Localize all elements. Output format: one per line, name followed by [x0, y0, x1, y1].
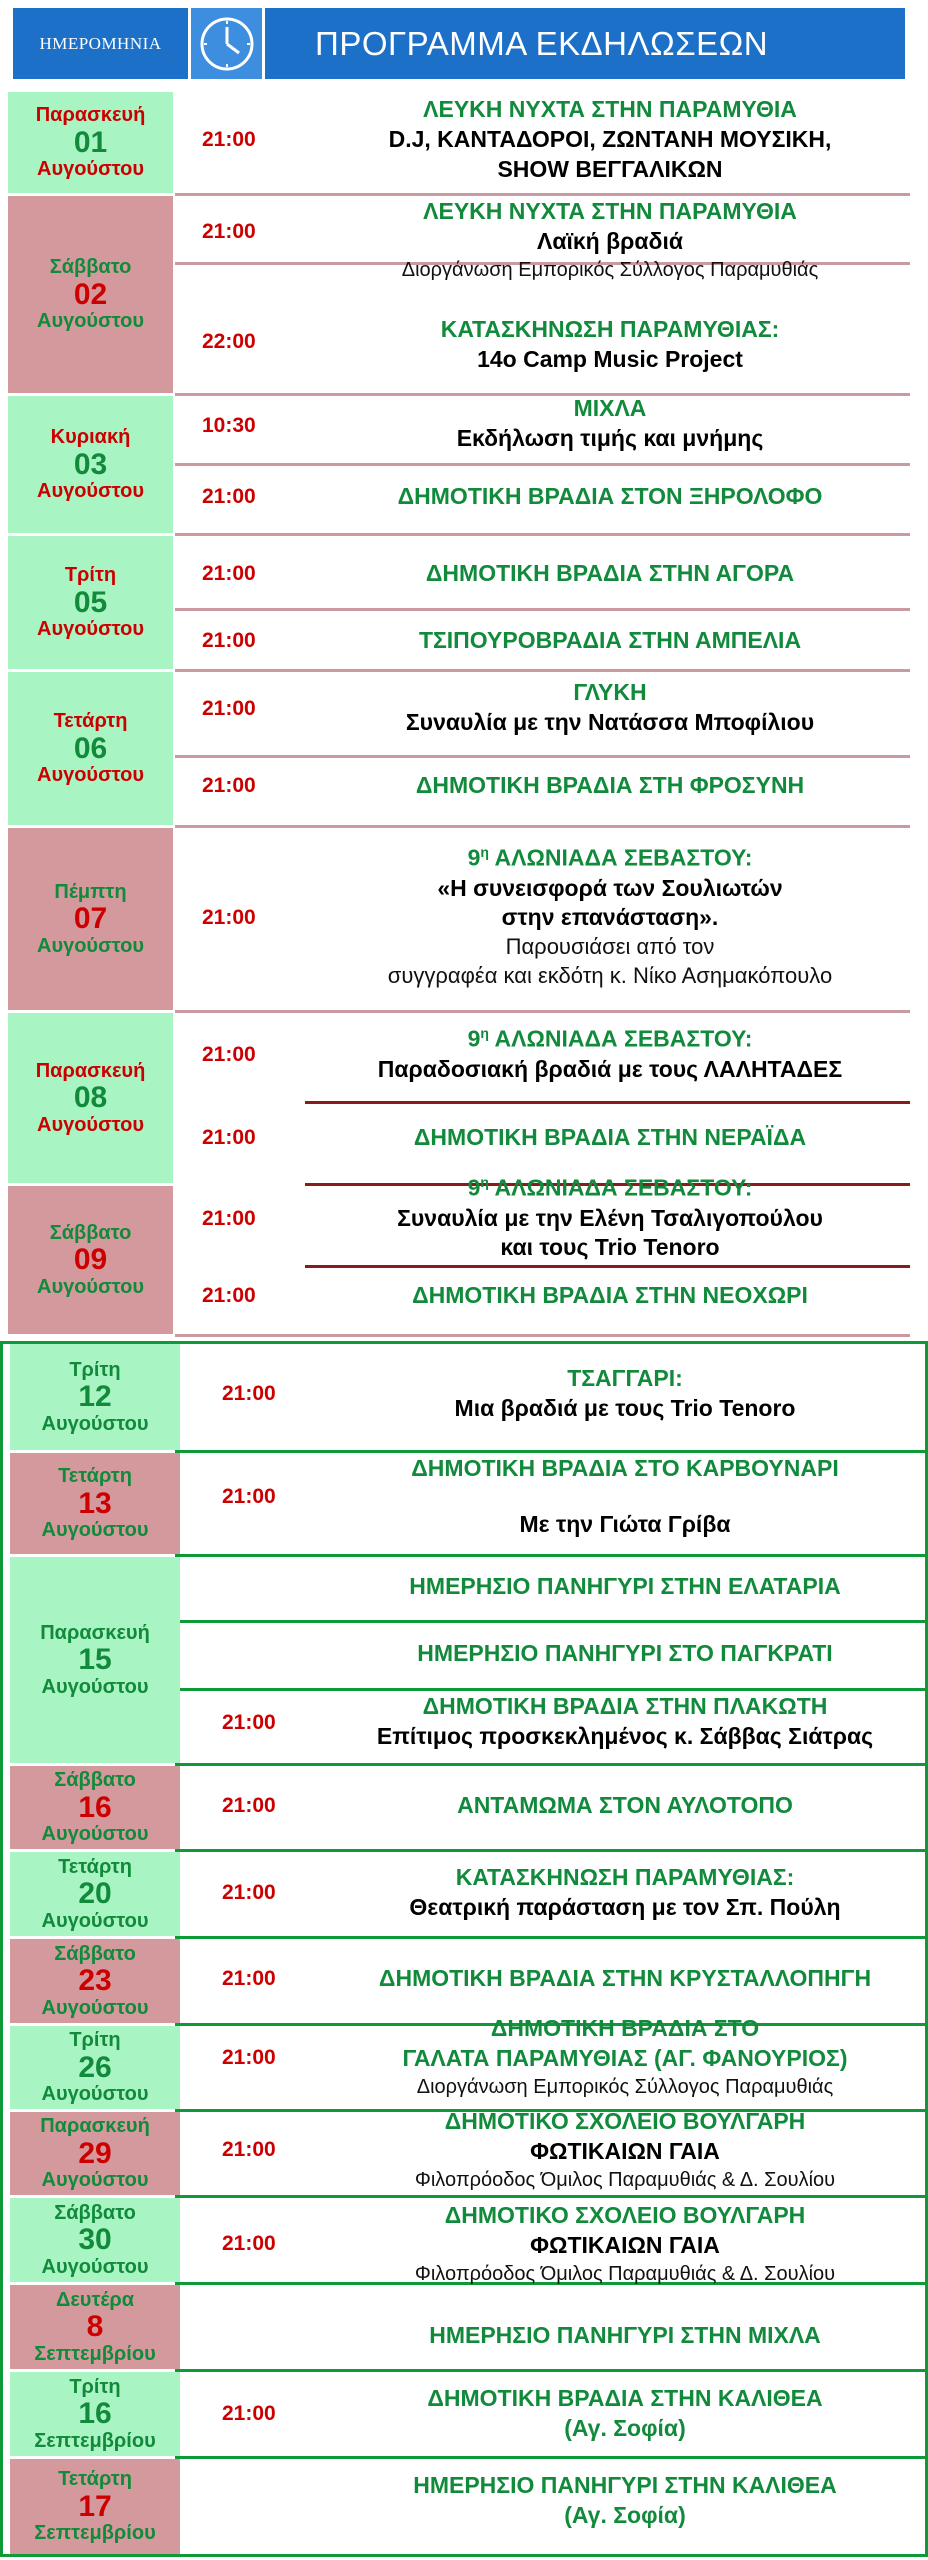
event-line: Παρουσιάσει από τον	[505, 934, 715, 960]
event-line: ΛΕΥΚΗ ΝΥΧΤΑ ΣΤΗΝ ΠΑΡΑΜΥΘΙΑ	[423, 96, 797, 122]
date-cell	[8, 536, 173, 669]
event-time: 21:00	[222, 1967, 276, 1990]
weekday-label: Τρίτη	[69, 2029, 121, 2052]
date-column-header: ΗΜΕΡΟΜΗΝΙΑ	[13, 8, 188, 79]
month-label: Αυγούστου	[37, 310, 144, 333]
date-cell	[8, 828, 173, 1010]
day-number: 8	[86, 2310, 104, 2344]
month-label: Αυγούστου	[37, 1275, 144, 1298]
event-line: ΔΗΜΟΤΙΚΟ ΣΧΟΛΕΙΟ ΒΟΥΛΓΑΡΗ	[444, 2108, 806, 2134]
event-line: Φιλοπρόοδος Όμιλος Παραμυθιάς & Δ. Σουλίου	[414, 2262, 836, 2285]
event-line: ΔΗΜΟΤΙΚΗ ΒΡΑΔΙΑ ΣΤΗΝ ΠΛΑΚΩΤΗ	[422, 1693, 828, 1719]
day-number: 06	[73, 731, 108, 765]
event-description	[330, 482, 890, 512]
weekday-label: Τετάρτη	[53, 710, 128, 733]
event-line: ΓΛΥΚΗ	[573, 679, 647, 705]
event-time: 21:00	[202, 629, 256, 652]
event-line: D.J, ΚΑΝΤΑΔΟΡΟΙ, ΖΩΝΤΑΝΗ ΜΟΥΣΙΚΗ,	[388, 125, 832, 152]
date-cell	[10, 1852, 180, 1936]
weekday-label: Παρασκευή	[40, 1621, 150, 1644]
event-line: ΔΗΜΟΤΙΚΗ ΒΡΑΔΙΑ ΣΤΗΝ ΝΕΡΑΪΔΑ	[413, 1124, 807, 1150]
month-label: Αυγούστου	[41, 1909, 149, 1932]
event-line-text: ΑΛΩΝΙΑΔΑ ΣΕΒΑΣΤΟΥ:	[488, 1025, 753, 1052]
event-line: ΔΗΜΟΤΙΚΗ ΒΡΑΔΙΑ ΣΤΗΝ ΝΕΟΧΩΡΙ	[412, 1282, 808, 1308]
date-cell	[10, 1344, 180, 1450]
event-time: 22:00	[202, 330, 256, 353]
event-description	[325, 1572, 925, 1602]
section-border	[0, 1341, 3, 2557]
event-line: ΔΗΜΟΤΙΚΗ ΒΡΑΔΙΑ ΣΤΗΝ ΚΑΛΙΘΕΑ	[427, 2385, 823, 2411]
month-label: Αυγούστου	[37, 934, 144, 957]
date-cell	[10, 2372, 180, 2456]
event-line	[330, 1173, 890, 1204]
event-line: στην επανάσταση».	[501, 904, 719, 931]
day-number: 02	[73, 277, 108, 311]
weekday-label: Σάββατο	[49, 1221, 132, 1244]
event-time: 21:00	[202, 697, 256, 720]
event-time: 21:00	[222, 1485, 276, 1508]
event-line: ΗΜΕΡΗΣΙΟ ΠΑΝΗΓΥΡΙ ΣΤΗΝ ΚΑΛΙΘΕΑ	[413, 2472, 837, 2498]
row-divider	[175, 1936, 928, 1939]
row-divider	[175, 463, 910, 466]
date-cell	[10, 1939, 180, 2023]
clock-icon	[191, 8, 262, 79]
event-time: 21:00	[202, 562, 256, 585]
event-description	[330, 678, 890, 738]
date-cell	[8, 396, 173, 533]
event-time: 21:00	[222, 1881, 276, 1904]
date-cell	[8, 1013, 173, 1183]
month-label: Αυγούστου	[41, 1519, 149, 1542]
date-cell	[10, 2112, 180, 2195]
event-time: 21:00	[202, 128, 256, 151]
event-line: ΗΜΕΡΗΣΙΟ ΠΑΝΗΓΥΡΙ ΣΤΟ ΠΑΓΚΡΑΤΙ	[417, 1640, 833, 1666]
weekday-label: Σάββατο	[54, 2201, 136, 2224]
row-divider	[175, 1010, 910, 1013]
event-time: 21:00	[222, 1794, 276, 1817]
event-description	[325, 1964, 925, 1994]
event-ordinal: 9	[467, 844, 481, 871]
row-divider	[175, 2195, 928, 2198]
row-divider	[175, 669, 910, 672]
row-divider	[175, 1620, 928, 1623]
event-line: ΔΗΜΟΤΙΚΗ ΒΡΑΔΙΑ ΣΤΗΝ ΚΡΥΣΤΑΛΛΟΠΗΓΗ	[378, 1965, 872, 1991]
event-line: ΔΗΜΟΤΙΚΗ ΒΡΑΔΙΑ ΣΤΗΝ ΑΓΟΡΑ	[425, 560, 795, 586]
event-line: ΔΗΜΟΤΙΚΟ ΣΧΟΛΕΙΟ ΒΟΥΛΓΑΡΗ	[444, 2202, 806, 2228]
weekday-label: Τρίτη	[69, 2375, 121, 2398]
event-description	[325, 2321, 925, 2351]
month-label: Αυγούστου	[41, 1412, 149, 1435]
day-number: 16	[78, 2397, 112, 2431]
event-description	[330, 1024, 890, 1084]
month-label: Σεπτεμβρίου	[34, 2429, 156, 2452]
event-line: ΚΑΤΑΣΚΗΝΩΣΗ ΠΑΡΑΜΥΘΙΑΣ:	[440, 316, 780, 342]
event-line: Συναυλία με την Νατάσσα Μποφίλιου	[405, 708, 815, 735]
page-title: ΠΡΟΓΡΑΜΜΑ ΕΚΔΗΛΩΣΕΩΝ	[265, 8, 905, 79]
day-number: 05	[73, 585, 108, 619]
weekday-label: Σάββατο	[54, 1942, 136, 1965]
event-line	[330, 1024, 890, 1055]
date-cell	[10, 1766, 180, 1849]
event-description	[330, 843, 890, 991]
event-line: ΤΣΑΓΓΑΡΙ:	[567, 1365, 683, 1391]
event-description	[325, 1692, 925, 1752]
event-line: Διοργάνωση Εμπορικός Σύλλογος Παραμυθιάς	[416, 2075, 834, 2098]
date-cell	[8, 92, 173, 193]
day-number: 15	[78, 1643, 112, 1677]
event-line: Εκδήλωση τιμής και μνήμης	[456, 424, 764, 451]
event-line: Λαϊκή βραδιά	[536, 227, 684, 254]
event-line: Θεατρική παράσταση με τον Σπ. Πούλη	[409, 1893, 841, 1920]
event-line: ΔΗΜΟΤΙΚΗ ΒΡΑΔΙΑ ΣΤΟ ΚΑΡΒΟΥΝΑΡΙ	[411, 1455, 839, 1481]
row-divider	[175, 533, 910, 536]
event-line: ΔΗΜΟΤΙΚΗ ΒΡΑΔΙΑ ΣΤΗ ΦΡΟΣΥΝΗ	[415, 772, 805, 798]
event-time: 21:00	[202, 1126, 256, 1149]
row-divider	[175, 825, 910, 828]
row-divider	[175, 1334, 910, 1337]
event-description	[325, 1639, 925, 1669]
event-line: (Αγ. Σοφία)	[564, 2501, 686, 2528]
weekday-label: Παρασκευή	[35, 104, 146, 127]
date-cell	[8, 196, 173, 393]
day-number: 08	[73, 1081, 108, 1115]
weekday-label: Παρασκευή	[35, 1059, 146, 1082]
day-number: 23	[78, 1964, 112, 1998]
weekday-label: Κυριακή	[50, 426, 131, 449]
row-divider	[175, 1763, 928, 1766]
weekday-label: Σάββατο	[54, 1769, 136, 1792]
event-line: ΛΕΥΚΗ ΝΥΧΤΑ ΣΤΗΝ ΠΑΡΑΜΥΘΙΑ	[423, 198, 797, 224]
event-description	[330, 771, 890, 801]
month-label: Αυγούστου	[37, 480, 144, 503]
event-line: Συναυλία με την Ελένη Τσαλιγοπούλου	[397, 1204, 823, 1231]
row-divider	[175, 755, 910, 758]
event-description	[325, 1364, 925, 1424]
event-line: SHOW ΒΕΓΓΑΛΙΚΩΝ	[497, 155, 723, 182]
row-divider	[175, 1554, 928, 1557]
weekday-label: Τετάρτη	[58, 1465, 132, 1488]
weekday-label: Τετάρτη	[58, 1855, 132, 1878]
event-description	[330, 394, 890, 454]
day-number: 12	[78, 1380, 112, 1414]
date-cell	[10, 1557, 180, 1763]
month-label: Αυγούστου	[41, 1823, 149, 1846]
date-cell	[10, 1453, 180, 1554]
event-ordinal-suffix: η	[480, 1174, 489, 1190]
event-line: Διοργάνωση Εμπορικός Σύλλογος Παραμυθιάς	[401, 258, 819, 281]
event-time: 10:30	[202, 414, 256, 437]
row-divider	[175, 193, 910, 196]
row-divider	[175, 1849, 928, 1852]
event-line: Παραδοσιακή βραδιά με τους ΛΑΛΗΤΑΔΕΣ	[377, 1055, 843, 1082]
event-time: 21:00	[222, 1711, 276, 1734]
event-description	[330, 315, 890, 375]
event-line: Φιλοπρόοδος Όμιλος Παραμυθιάς & Δ. Σουλίου	[414, 2168, 836, 2191]
event-line-text: ΑΛΩΝΙΑΔΑ ΣΕΒΑΣΤΟΥ:	[488, 844, 753, 871]
event-time: 21:00	[202, 220, 256, 243]
row-divider	[175, 608, 910, 611]
weekday-label: Παρασκευή	[40, 2115, 150, 2138]
event-line: ΦΩΤΙΚΑΙΩΝ ΓΑΙΑ	[530, 2137, 720, 2164]
weekday-label: Δευτέρα	[55, 2288, 135, 2311]
month-label: Αυγούστου	[37, 158, 144, 181]
month-label: Αυγούστου	[37, 764, 144, 787]
event-description	[325, 1863, 925, 1923]
event-description	[325, 2014, 925, 2100]
event-time: 21:00	[222, 1382, 276, 1405]
event-description	[325, 2107, 925, 2193]
row-divider	[175, 2369, 928, 2372]
weekday-label: Πέμπτη	[54, 880, 127, 903]
month-label: Αυγούστου	[41, 1675, 149, 1698]
event-time: 21:00	[202, 1043, 256, 1066]
event-line	[330, 843, 890, 874]
event-line: ΑΝΤΑΜΩΜΑ ΣΤΟΝ ΑΥΛΟΤΟΠΟ	[457, 1792, 793, 1818]
event-line: ΚΑΤΑΣΚΗΝΩΣΗ ΠΑΡΑΜΥΘΙΑΣ:	[455, 1864, 795, 1890]
day-number: 16	[78, 1790, 112, 1824]
event-ordinal: 9	[467, 1174, 481, 1201]
event-time: 21:00	[202, 1207, 256, 1230]
month-label: Αυγούστου	[37, 1113, 144, 1136]
event-time: 21:00	[202, 774, 256, 797]
date-cell	[10, 2459, 180, 2554]
month-label: Σεπτεμβρίου	[34, 2342, 156, 2365]
event-line-text: ΑΛΩΝΙΑΔΑ ΣΕΒΑΣΤΟΥ:	[488, 1174, 753, 1201]
event-line: ΗΜΕΡΗΣΙΟ ΠΑΝΗΓΥΡΙ ΣΤΗΝ ΜΙΧΛΑ	[429, 2322, 821, 2348]
event-line: Μια βραδιά με τους Trio Tenoro	[454, 1394, 796, 1421]
event-time: 21:00	[222, 2046, 276, 2069]
event-description	[325, 2471, 925, 2531]
day-number: 20	[78, 1877, 112, 1911]
event-line: ΗΜΕΡΗΣΙΟ ΠΑΝΗΓΥΡΙ ΣΤΗΝ ΕΛΑΤΑΡΙΑ	[409, 1573, 841, 1599]
month-label: Αυγούστου	[41, 1996, 149, 2019]
event-line: ΔΗΜΟΤΙΚΗ ΒΡΑΔΙΑ ΣΤΟ	[490, 2015, 760, 2041]
event-time: 21:00	[202, 906, 256, 929]
month-label: Σεπτεμβρίου	[34, 2522, 156, 2545]
event-line: συγγραφέα και εκδότη κ. Νίκο Ασημακόπουλο	[387, 962, 833, 988]
event-line: Επίτιμος προσκεκλημένος κ. Σάββας Σιάτρας	[376, 1722, 874, 1749]
row-divider	[175, 1450, 928, 1453]
row-divider	[175, 2456, 928, 2459]
event-description	[330, 197, 890, 283]
month-label: Αυγούστου	[41, 2083, 149, 2106]
weekday-label: Τετάρτη	[58, 2468, 132, 2491]
date-cell	[10, 2026, 180, 2109]
event-line: ΤΣΙΠΟΥΡΟΒΡΑΔΙΑ ΣΤΗΝ ΑΜΠΕΛΙΑ	[418, 627, 802, 653]
day-number: 07	[73, 902, 108, 936]
day-number: 30	[78, 2223, 112, 2257]
event-line: ΜΙΧΛΑ	[573, 395, 647, 421]
event-time: 21:00	[222, 2402, 276, 2425]
day-number: 03	[73, 447, 108, 481]
event-ordinal: 9	[467, 1025, 481, 1052]
weekday-label: Σάββατο	[49, 256, 132, 279]
date-cell	[8, 672, 173, 825]
event-time: 21:00	[222, 2232, 276, 2255]
row-divider	[305, 1265, 910, 1268]
row-divider	[175, 1688, 928, 1691]
event-line: ΦΩΤΙΚΑΙΩΝ ΓΑΙΑ	[530, 2231, 720, 2258]
date-cell	[10, 2198, 180, 2282]
day-number: 09	[73, 1243, 108, 1277]
event-line: ΔΗΜΟΤΙΚΗ ΒΡΑΔΙΑ ΣΤΟΝ ΞΗΡΟΛΟΦΟ	[397, 483, 823, 509]
month-label: Αυγούστου	[41, 2255, 149, 2278]
day-number: 01	[73, 125, 108, 159]
event-description	[330, 1173, 890, 1263]
weekday-label: Τρίτη	[69, 1358, 121, 1381]
event-description	[330, 95, 890, 185]
event-line: ΓΑΛΑΤΑ ΠΑΡΑΜΥΘΙΑΣ (ΑΓ. ΦΑΝΟΥΡΙΟΣ)	[402, 2044, 848, 2071]
event-ordinal-suffix: η	[480, 844, 489, 860]
event-description	[330, 559, 890, 589]
event-time: 21:00	[202, 1284, 256, 1307]
event-time: 21:00	[222, 2138, 276, 2161]
day-number: 13	[78, 1486, 112, 1520]
event-description	[325, 2384, 925, 2444]
weekday-label: Τρίτη	[64, 564, 117, 587]
date-cell	[8, 1186, 173, 1334]
event-description	[330, 1281, 890, 1311]
date-cell	[10, 2285, 180, 2369]
event-line: (Αγ. Σοφία)	[564, 2414, 686, 2441]
month-label: Αυγούστου	[37, 618, 144, 641]
event-description	[325, 1791, 925, 1821]
event-line: και τους Trio Tenoro	[500, 1234, 720, 1261]
event-time: 21:00	[202, 485, 256, 508]
day-number: 29	[78, 2136, 112, 2170]
day-number: 26	[78, 2050, 112, 2084]
row-divider	[0, 2554, 928, 2557]
event-description	[330, 626, 890, 656]
day-number: 17	[78, 2489, 112, 2523]
event-ordinal-suffix: η	[480, 1025, 489, 1041]
event-description	[330, 1123, 890, 1153]
month-label: Αυγούστου	[41, 2169, 149, 2192]
event-description	[325, 2201, 925, 2287]
row-divider	[305, 1101, 910, 1104]
event-line: «Η συνεισφορά των Σουλιωτών	[437, 874, 783, 901]
event-line: 14ο Camp Music Project	[477, 345, 743, 372]
event-description	[325, 1454, 925, 1540]
event-line: Με την Γιώτα Γρίβα	[519, 1510, 731, 1537]
